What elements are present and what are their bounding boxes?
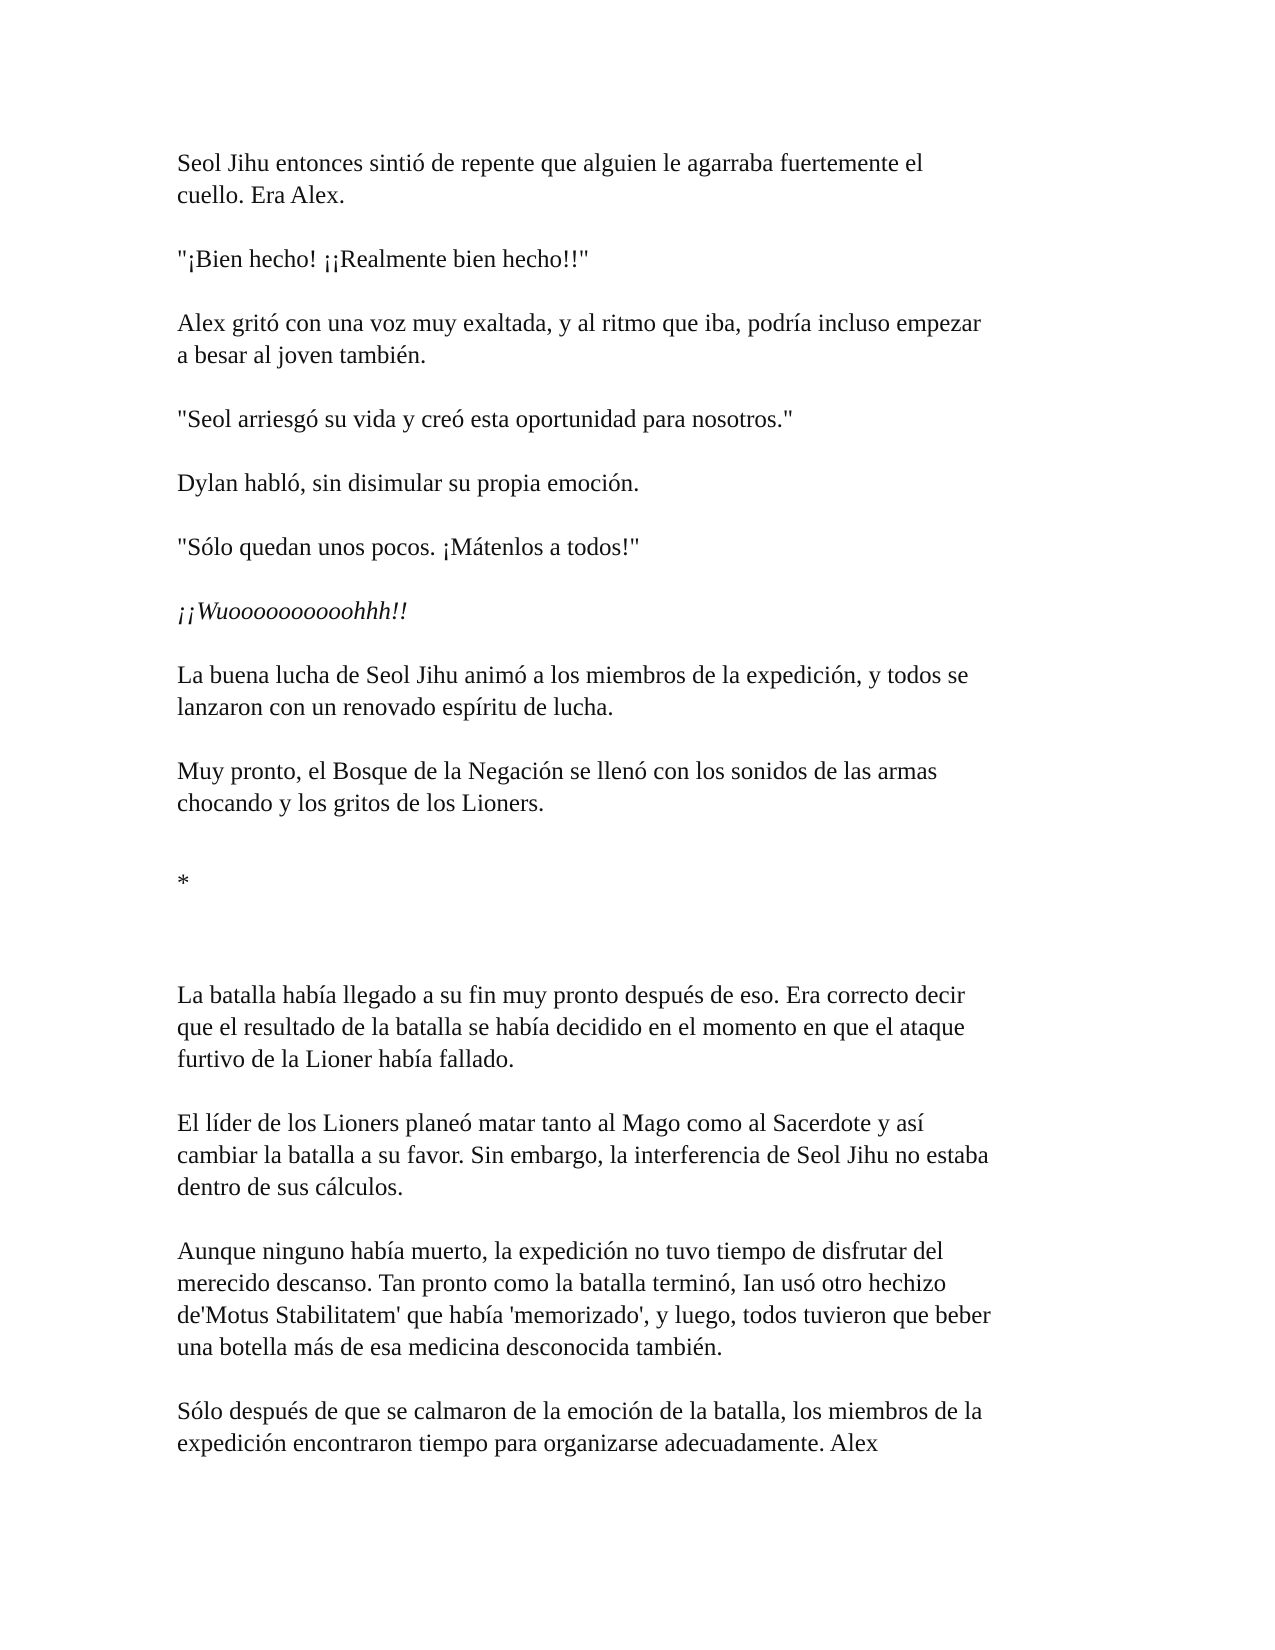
- paragraph-11: El líder de los Lioners planeó matar tanto al Mago como al Sacerdote y así cambiar la batalla a su favor. Sin embargo, la interferencia de Seol Jihu no estaba dentro de sus cálculos.: [177, 1110, 989, 1201]
- paragraph-12: Aunque ninguno había muerto, la expedición no tuvo tiempo de disfrutar del merecido descanso. Tan pronto como la batalla terminó, Ian usó otro hechizo de'Motus Stabilitatem' que había 'memorizado', y luego, todos tuvieron que beber una botella más de esa medicina desconocida también.: [177, 1238, 991, 1361]
- paragraph-1: Seol Jihu entonces sintió de repente que alguien le agarraba fuertemente el cuello. Era Alex.: [177, 150, 924, 209]
- paragraph-3: Alex gritó con una voz muy exaltada, y al ritmo que iba, podría incluso empezar a besar al joven también.: [177, 310, 981, 369]
- paragraph-7-italic-shout: ¡¡Wuoooooooooohhh!!: [177, 598, 408, 625]
- paragraph-9: Muy pronto, el Bosque de la Negación se llenó con los sonidos de las armas chocando y los gritos de los Lioners.: [177, 758, 938, 817]
- paragraph-2: "¡Bien hecho! ¡¡Realmente bien hecho!!": [177, 246, 589, 273]
- paragraph-10: La batalla había llegado a su fin muy pronto después de eso. Era correcto decir que el resultado de la batalla se había decidido en el momento en que el ataque furtivo de la Lioner había fallado.: [177, 982, 965, 1073]
- paragraph-4: "Seol arriesgó su vida y creó esta oportunidad para nosotros.": [177, 406, 794, 433]
- paragraph-13: Sólo después de que se calmaron de la emoción de la batalla, los miembros de la expedición encontraron tiempo para organizarse adecuadamente. Alex: [177, 1398, 983, 1457]
- paragraph-6: "Sólo quedan unos pocos. ¡Mátenlos a todos!": [177, 534, 640, 561]
- scene-separator: *: [177, 870, 190, 897]
- paragraph-8: La buena lucha de Seol Jihu animó a los miembros de la expedición, y todos se lanzaron con un renovado espíritu de lucha.: [177, 662, 969, 721]
- paragraph-5: Dylan habló, sin disimular su propia emoción.: [177, 470, 640, 497]
- document-body: [177, 148, 1097, 1492]
